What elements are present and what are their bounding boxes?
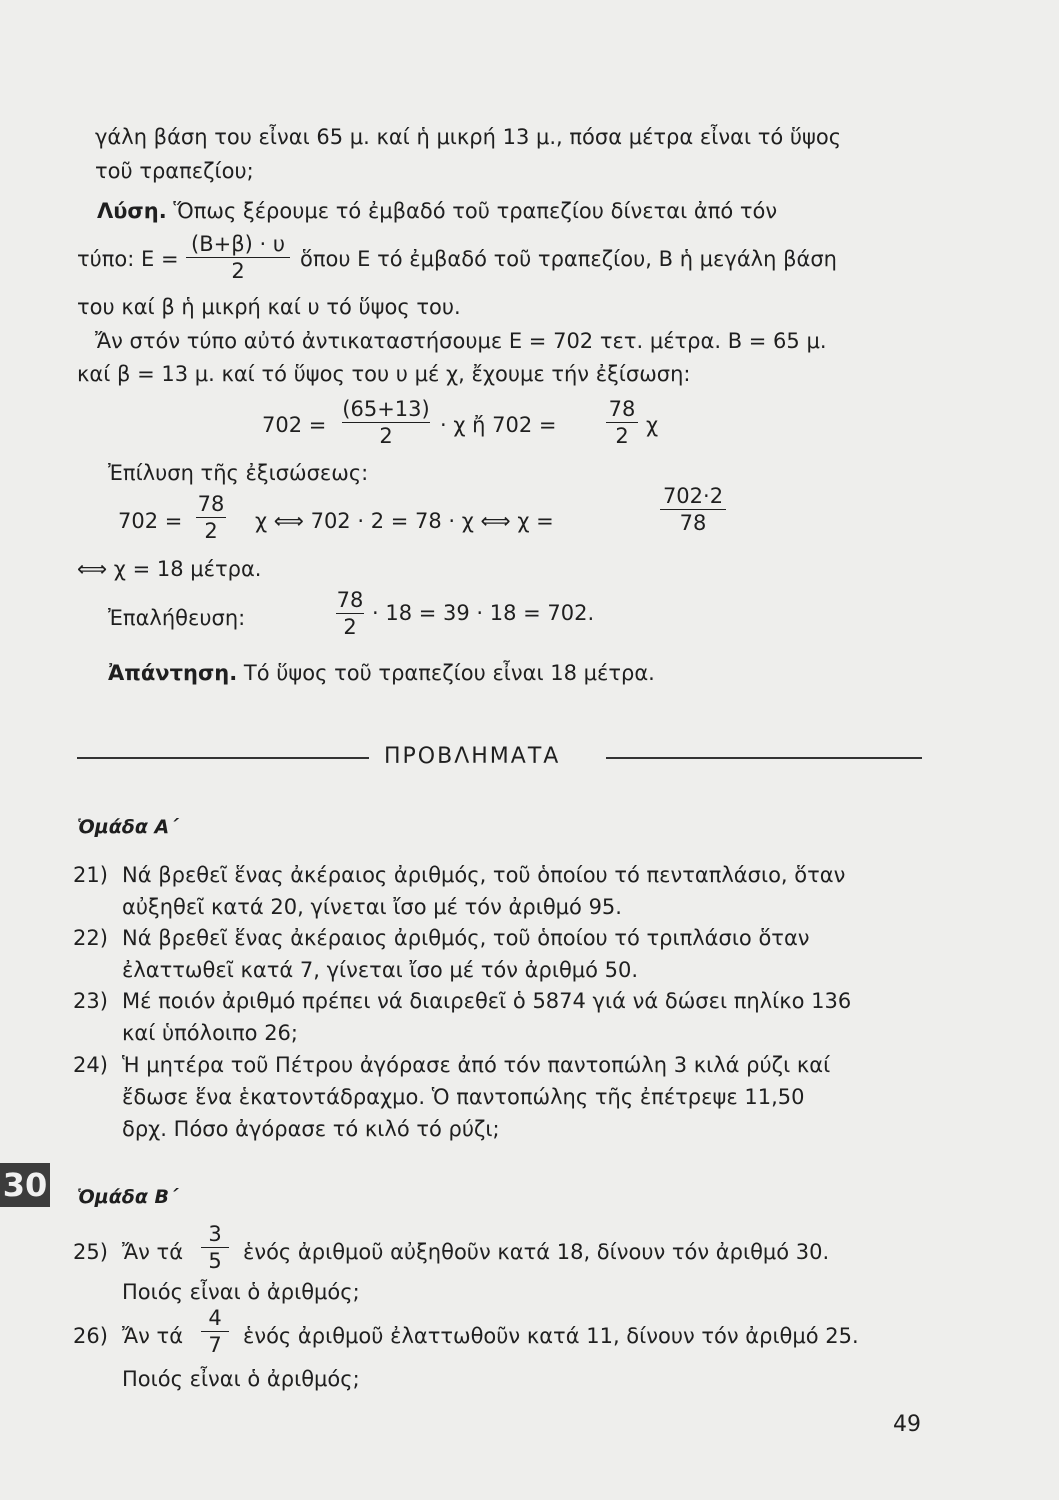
eq2-fraction-2	[660, 484, 726, 535]
solution-line-2: τοῦ τραπεζίου;	[95, 159, 254, 183]
formula-denominator: 2	[231, 259, 245, 283]
group-b-heading: Ὁμάδα Β΄	[77, 1186, 178, 1208]
problem-number: 21)	[73, 863, 108, 887]
verify-rest: · 18 = 39 · 18 = 702.	[372, 601, 595, 625]
eq1-numerator-2: 78	[608, 397, 636, 421]
solution-line-4: του καί β ἡ μικρή καί υ τό ὕψος του.	[77, 295, 461, 319]
eq2-denominator: 2	[204, 519, 218, 543]
eq1-denominator: 2	[379, 424, 393, 448]
problem-text: ἐλαττωθεῖ κατά 7, γίνεται ἴσο μέ τόν ἀριθμό 50.	[122, 958, 639, 982]
section-rule-left	[77, 757, 369, 759]
eq1-numerator: (65+13)	[342, 397, 430, 421]
eq2-denominator-2: 78	[679, 511, 707, 535]
answer-line	[108, 660, 655, 686]
epilysi-heading: Ἐπίλυση τῆς ἐξισώσεως:	[108, 461, 369, 485]
problem-text: Νά βρεθεῖ ἕνας ἀκέραιος ἀριθμός, τοῦ ὁποίου τό τριπλάσιο ὅταν	[122, 926, 810, 950]
group-a-heading: Ὁμάδα Α΄	[77, 816, 178, 838]
problem-text: Μέ ποιόν ἀριθμό πρέπει νά διαιρεθεῖ ὁ 5874 γιά νά δώσει πηλίκο 136	[122, 989, 852, 1013]
problem-number: 22)	[73, 926, 108, 950]
problem-text: Ἡ μητέρα τοῦ Πέτρου ἀγόρασε ἀπό τόν παντοπώλη 3 κιλά ρύζι καί	[122, 1053, 831, 1077]
problem-text: καί ὑπόλοιπο 26;	[122, 1021, 298, 1045]
answer-label: Ἀπάντηση.	[108, 661, 238, 685]
problem-26-fraction	[201, 1306, 229, 1357]
fraction-numerator: 3	[208, 1222, 222, 1246]
problem-text: ἔδωσε ἕνα ἑκατοντάδραχμο. Ὁ παντοπώλης τῆς ἐπέτρεψε 11,50	[122, 1085, 805, 1109]
eq2-numerator: 78	[197, 492, 225, 516]
verify-fraction	[336, 588, 364, 639]
problem-text: Νά βρεθεῖ ἕνας ἀκέραιος ἀριθμός, τοῦ ὁποίου τό πενταπλάσιο, ὅταν	[122, 863, 846, 887]
chapter-tab: 30	[0, 1163, 50, 1207]
eq1-fraction-2	[606, 397, 638, 448]
eq1-denominator-2: 2	[615, 424, 629, 448]
problem-text: δρχ. Πόσο ἀγόρασε τό κιλό τό ρύζι;	[122, 1117, 500, 1141]
verify-denominator: 2	[343, 615, 357, 639]
problem-text: Ποιός εἶναι ὁ ἀριθμός;	[122, 1367, 360, 1391]
solution-line-5: Ἄν στόν τύπο αὐτό ἀντικαταστήσουμε E = 702 τετ. μέτρα. B = 65 μ.	[95, 329, 827, 353]
eq1-fraction	[342, 397, 430, 448]
solution-line-6: καί β = 13 μ. καί τό ὕψος του υ μέ χ, ἔχουμε τήν ἐξίσωση:	[77, 362, 691, 386]
problem-text: Ποιός εἶναι ὁ ἀριθμός;	[122, 1280, 360, 1304]
problem-text: ἑνός ἀριθμοῦ ἐλαττωθοῦν κατά 11, δίνουν τόν ἀριθμό 25.	[243, 1324, 859, 1348]
area-formula-fraction	[186, 232, 290, 283]
eq3-result: ⟺ χ = 18 μέτρα.	[77, 557, 262, 581]
problem-text: αὐξηθεῖ κατά 20, γίνεται ἴσο μέ τόν ἀριθμό 95.	[122, 895, 622, 919]
problem-number: 25)	[73, 1240, 108, 1264]
eq2-middle: χ ⟺ 702 · 2 = 78 · χ ⟺ χ =	[255, 509, 554, 533]
problem-pre: Ἄν τά	[122, 1240, 184, 1264]
formula-numerator: (B+β) · υ	[191, 232, 285, 256]
typo-label: τύπο: E =	[77, 247, 179, 271]
section-rule-right	[606, 757, 922, 759]
fraction-numerator: 4	[208, 1306, 222, 1330]
problem-25-fraction	[201, 1222, 229, 1273]
lysi-label: Λύση.	[97, 199, 167, 223]
eq2-numerator-2: 702·2	[662, 484, 724, 508]
eq1-middle: · χ ἤ 702 =	[440, 413, 557, 437]
problem-number: 23)	[73, 989, 108, 1013]
section-title: ΠΡΟΒΛΗΜΑΤΑ	[384, 744, 561, 769]
verify-label: Ἐπαλήθευση:	[108, 606, 246, 630]
eq1-left: 702 =	[262, 413, 327, 437]
eq1-end: χ	[646, 413, 659, 437]
verify-numerator: 78	[336, 588, 364, 612]
lysi-text: Ὅπως ξέρουμε τό ἐμβαδό τοῦ τραπεζίου δίνεται ἀπό τόν	[166, 199, 778, 223]
fraction-denominator: 5	[208, 1249, 222, 1273]
answer-text: Τό ὕψος τοῦ τραπεζίου εἶναι 18 μέτρα.	[237, 661, 655, 685]
problem-number: 24)	[73, 1053, 108, 1077]
problem-text: ἑνός ἀριθμοῦ αὐξηθοῦν κατά 18, δίνουν τόν ἀριθμό 30.	[243, 1240, 830, 1264]
eq2-fraction	[196, 492, 226, 543]
problem-pre: Ἄν τά	[122, 1324, 184, 1348]
problem-number: 26)	[73, 1324, 108, 1348]
eq2-left: 702 =	[118, 509, 183, 533]
solution-paragraph	[97, 198, 777, 224]
fraction-denominator: 7	[208, 1333, 222, 1357]
solution-line-1: γάλη βάση του εἶναι 65 μ. καί ἡ μικρή 13 μ., πόσα μέτρα εἶναι τό ὕψος	[95, 125, 842, 149]
formula-description: ὅπου E τό ἐμβαδό τοῦ τραπεζίου, B ἡ μεγάλη βάση	[300, 247, 837, 271]
page-number: 49	[893, 1412, 921, 1437]
